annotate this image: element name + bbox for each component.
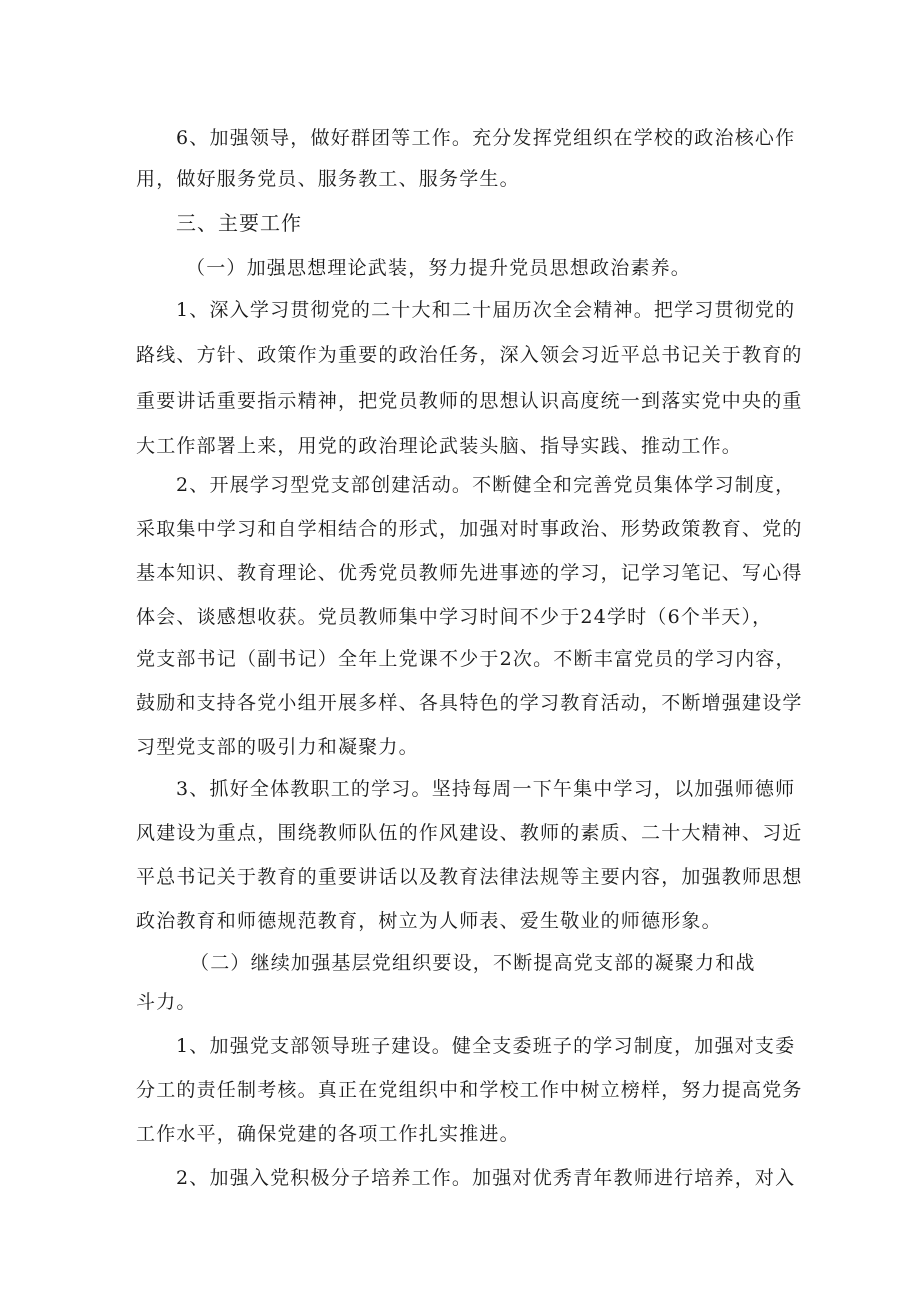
paragraph-line: 3、抓好全体教职工的学习。坚持每周一下午集中学习，以加强师德师 <box>176 778 796 800</box>
paragraph-line: 工作水平，确保党建的各项工作扎实推进。 <box>136 1123 520 1145</box>
paragraph-line: 路线、方针、政策作为重要的政治任务，深入领会习近平总书记关于教育的 <box>136 344 803 366</box>
paragraph-line: 鼓励和支持各党小组开展多样、各具特色的学习教育活动，不断增强建设学 <box>136 692 803 714</box>
paragraph-line: 风建设为重点，围绕教师队伍的作风建设、教师的素质、二十大精神、习近 <box>136 822 803 844</box>
section-heading: 三、主要工作 <box>176 211 302 235</box>
subsection-heading: （一）加强思想理论武装，努力提升党员思想政治素养。 <box>186 257 692 279</box>
paragraph-line: 1、加强党支部领导班子建设。健全支委班子的学习制度，加强对支委 <box>176 1035 796 1057</box>
paragraph-line: 大工作部署上来，用党的政治理论武装头脑、指导实践、推动工作。 <box>136 435 743 457</box>
paragraph-line: 2、加强入党积极分子培养工作。加强对优秀青年教师进行培养，对入 <box>176 1167 796 1189</box>
paragraph-line: 政治教育和师德规范教育，树立为人师表、爱生敬业的师德形象。 <box>136 910 722 932</box>
paragraph-line: 采取集中学习和自学相结合的形式，加强对时事政治、形势政策教育、党的 <box>136 518 803 540</box>
paragraph-line: 6、加强领导，做好群团等工作。充分发挥党组织在学校的政治核心作 <box>176 127 796 149</box>
paragraph-line: 分工的责任制考核。真正在党组织中和学校工作中树立榜样，努力提高党务 <box>136 1079 803 1101</box>
paragraph-line: 重要讲话重要指示精神，把党员教师的思想认识高度统一到落实党中央的重 <box>136 390 803 412</box>
paragraph-line: 习型党支部的吸引力和凝聚力。 <box>136 736 419 758</box>
paragraph-line: 党支部书记（副书记）全年上党课不少于2次。不断丰富党员的学习内容， <box>136 648 796 670</box>
paragraph-line: 2、开展学习型党支部创建活动。不断健全和完善党员集体学习制度， <box>176 474 796 496</box>
paragraph-line: 平总书记关于教育的重要讲话以及教育法律法规等主要内容，加强教师思想 <box>136 866 803 888</box>
subsection-heading: （二）继续加强基层党组织要设，不断提高党支部的凝聚力和战 <box>190 952 756 974</box>
paragraph-line: 基本知识、教育理论、优秀党员教师先进事迹的学习，记学习笔记、写心得 <box>136 562 803 584</box>
paragraph-line: 用，做好服务党员、服务教工、服务学生。 <box>136 168 520 190</box>
paragraph-line: 体会、谈感想收获。党员教师集中学习时间不少于24学时（6个半天）， <box>136 606 773 628</box>
subsection-heading-continued: 斗力。 <box>136 991 197 1013</box>
paragraph-line: 1、深入学习贯彻党的二十大和二十届历次全会精神。把学习贯彻党的 <box>176 299 796 321</box>
